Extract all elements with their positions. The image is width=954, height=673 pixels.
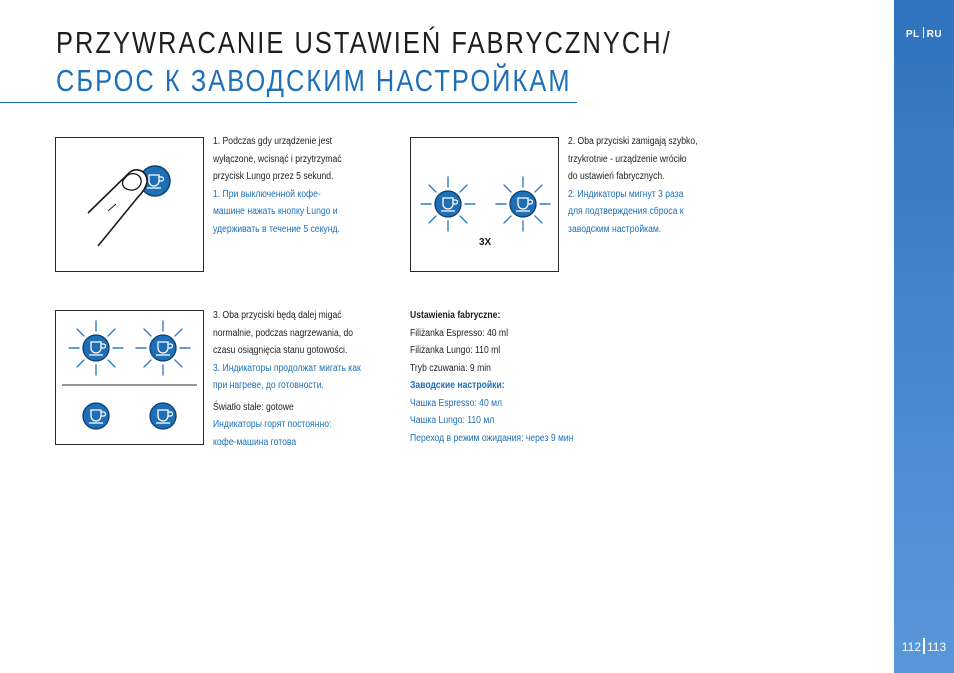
lungo-button-steady (150, 403, 176, 429)
title-polish: PRZYWRACANIE USTAWIEŃ FABRYCZNYCH/ (56, 25, 672, 60)
step2-pl-line3: do ustawień fabrycznych. (568, 171, 665, 182)
step3-illustration (55, 310, 204, 445)
step2-pl-line1: 2. Oba przyciski zamigają szybko, (568, 136, 698, 147)
step2-text (568, 133, 698, 238)
step3-text (213, 307, 361, 451)
step1-pl-line3: przycisk Lungo przez 5 sekund. (213, 171, 334, 182)
page-number-left: 112 (901, 640, 921, 654)
step3-steady-ru-line1: Индикаторы горят постоянно: (213, 419, 332, 430)
page-numbers (894, 638, 954, 654)
settings-ru-lungo: Чашка Lungo: 110 мл (410, 415, 495, 426)
step1-ru-line1: 1. При выключенной кофе- (213, 188, 321, 200)
step2-ru-line3: заводским настройкам. (568, 223, 662, 235)
sidebar (894, 0, 954, 673)
factory-settings (410, 307, 573, 447)
finger-press-illustration (56, 138, 203, 271)
step1-pl-line2: wyłączone, wcisnąć i przytrzymać (213, 153, 342, 165)
step1-pl-line1: 1. Podczas gdy urządzenie jest (213, 136, 333, 147)
settings-pl-heading: Ustawienia fabryczne: (410, 310, 501, 321)
step3-ru-line2: при нагреве, до готовности. (213, 380, 324, 391)
lang-ru: RU (926, 29, 943, 40)
step3-pl-line2: normalnie, podczas nagrzewania, do (213, 327, 354, 339)
step3-steady-ru-line2: кофе-машина готова (213, 436, 297, 448)
page-number-right: 113 (927, 640, 947, 654)
blink-count: 3X (479, 237, 492, 248)
espresso-button-blinking (421, 177, 475, 231)
espresso-button-blinking (69, 321, 123, 375)
step1-ru-line3: удерживать в течение 5 секунд. (213, 223, 340, 235)
step1-illustration (55, 137, 204, 272)
lungo-button-blinking (496, 177, 550, 231)
step2-ru-line2: для подтверждения сброса к (568, 206, 684, 217)
page-title (56, 24, 672, 100)
language-indicator (894, 27, 954, 40)
settings-ru-espresso: Чашка Espresso: 40 мл (410, 397, 503, 409)
settings-pl-standby: Tryb czuwania: 9 min (410, 362, 491, 374)
settings-pl-espresso: Filiżanka Espresso: 40 ml (410, 327, 508, 339)
step3-pl-line1: 3. Oba przyciski będą dalej migać (213, 310, 342, 321)
step2-illustration (410, 137, 559, 272)
step1-text (213, 133, 342, 238)
title-russian: СБРОС К ЗАВОДСКИМ НАСТРОЙКАМ (56, 63, 572, 98)
lungo-button-blinking (136, 321, 190, 375)
step3-pl-line3: czasu osiągnięcia stanu gotowości. (213, 345, 348, 356)
step2-pl-line2: trzykrotnie - urządzenie wróciło (568, 153, 687, 165)
lang-divider (923, 27, 924, 38)
settings-pl-lungo: Filiżanka Lungo: 110 ml (410, 345, 501, 356)
settings-ru-standby: Переход в режим ожидания: через 9 мин (410, 432, 574, 444)
step3-ru-line1: 3. Индикаторы продолжат мигать как (213, 362, 361, 374)
title-underline (0, 102, 577, 103)
page-divider (923, 638, 925, 654)
step2-ru-line1: 2. Индикаторы мигнут 3 раза (568, 188, 684, 200)
step1-ru-line2: машине нажать кнопку Lungo и (213, 206, 338, 217)
espresso-button-steady (83, 403, 109, 429)
lang-pl: PL (905, 29, 920, 40)
step3-steady-pl: Światło stałe: gotowe (213, 401, 294, 413)
settings-ru-heading: Заводские настройки: (410, 380, 505, 391)
